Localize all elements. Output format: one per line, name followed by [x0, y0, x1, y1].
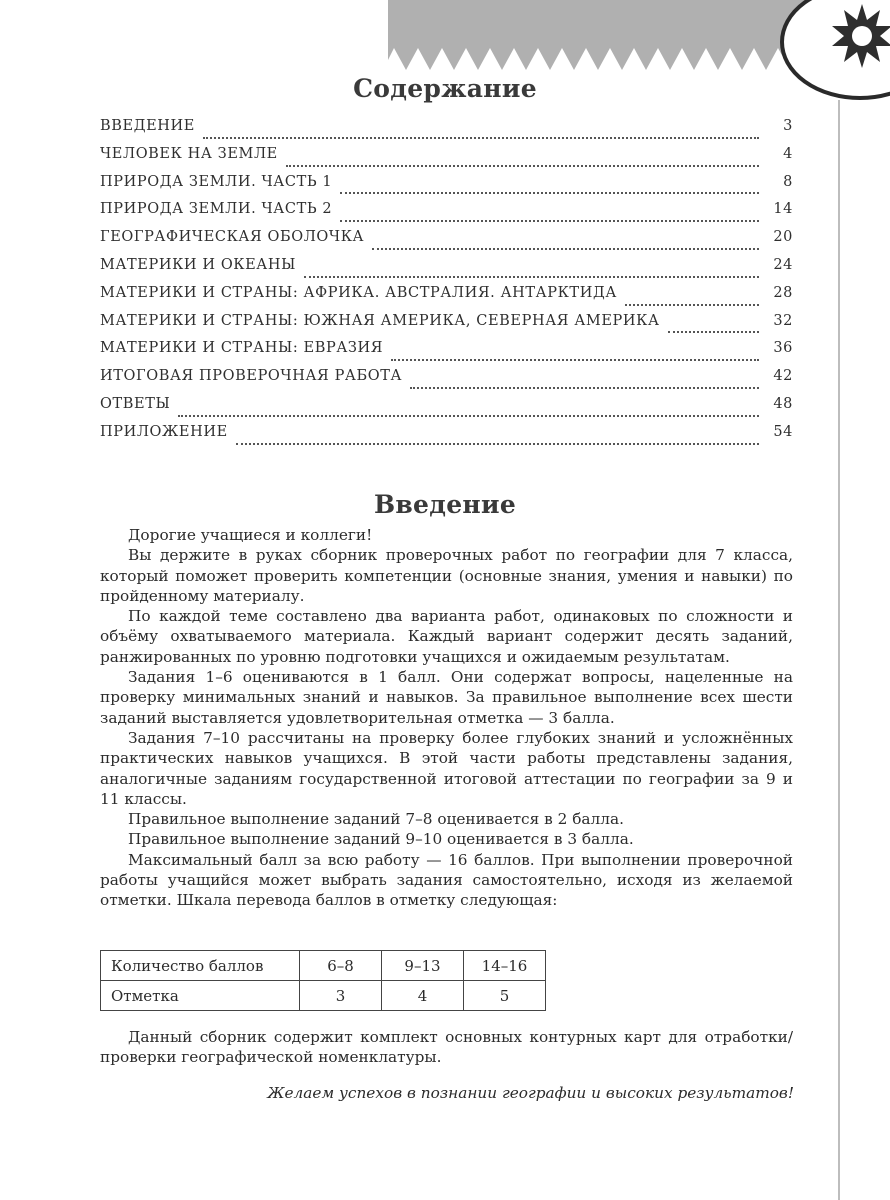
dot-leader: [286, 163, 759, 167]
toc-entry-page: 28: [773, 284, 793, 301]
dot-leader: [391, 357, 759, 361]
toc-entry-label: ИТОГОВАЯ ПРОВЕРОЧНАЯ РАБОТА: [100, 368, 403, 385]
intro-paragraph: Правильное выполнение заданий 7–8 оценивается в 2 балла.: [128, 810, 624, 829]
table-cell: 9–13: [382, 951, 464, 981]
table-cell: 5: [464, 981, 546, 1011]
toc-entry-page: 3: [783, 118, 793, 134]
toc-entry-page: 8: [783, 173, 793, 190]
star-center: [852, 26, 872, 46]
intro-paragraph: Вы держите в руках сборник проверочных работ по географии для 7 класса, который поможет проверить компетенции (основные знания, умения и навыки) по пройденному материалу.: [100, 546, 793, 605]
closing-wish: Желаем успехов в познании географии и высоких результатов!: [267, 1084, 794, 1102]
intro-paragraph: Максимальный балл за всю работу — 16 баллов. При выполнении проверочной работы учащийся может выбрать задания самостоятельно, исходя из желаемой отметки. Шкала перевода баллов в отметку следующая:: [100, 850, 793, 910]
dot-leader: [203, 135, 759, 139]
intro-paragraph: Задания 7–10 рассчитаны на проверку более глубоких знаний и усложнённых практических навыков учащихся. В этой части работы представлены задания, аналогичные заданиям государственной итоговой аттестации по географии за 9 и 11 классы.: [100, 728, 793, 808]
toc-entry-label: ПРИЛОЖЕНИЕ: [100, 423, 228, 440]
toc-entry-label: ПРИРОДА ЗЕМЛИ. ЧАСТЬ 1: [100, 173, 333, 190]
table-cell: 3: [300, 981, 382, 1011]
toc-entry-label: ГЕОГРАФИЧЕСКАЯ ОБОЛОЧКА: [100, 229, 365, 246]
toc-entry-page: 24: [773, 256, 793, 273]
toc-entry-page: 48: [773, 395, 793, 412]
toc-entry-label: МАТЕРИКИ И СТРАНЫ: ЮЖНАЯ АМЕРИКА, СЕВЕРНАЯ АМЕРИКА: [100, 312, 660, 329]
table-cell: 14–16: [464, 951, 546, 981]
toc-entry-label: МАТЕРИКИ И ОКЕАНЫ: [100, 256, 297, 273]
dot-leader: [304, 274, 759, 278]
toc-entry-label: МАТЕРИКИ И СТРАНЫ: АФРИКА. АВСТРАЛИЯ. АНТАРКТИДА: [100, 284, 617, 301]
toc-entry-page: 14: [773, 201, 793, 218]
toc-entry[interactable]: [100, 424, 793, 452]
toc-entry-page: 36: [773, 340, 793, 357]
toc-entry[interactable]: [100, 118, 793, 146]
toc-entry-page: 20: [773, 229, 793, 246]
table-cell: Отметка: [101, 981, 300, 1011]
toc-entry-label: МАТЕРИКИ И СТРАНЫ: ЕВРАЗИЯ: [100, 340, 384, 357]
toc-entry[interactable]: [100, 340, 793, 368]
toc-title: Содержание: [353, 74, 537, 103]
dot-leader: [668, 329, 759, 333]
intro-paragraph: По каждой теме составлено два варианта работ, одинаковых по сложности и объёму охватываемого материала. Каждый вариант содержит десять заданий, ранжированных по уровню подготовки учащихся и ожидаемым результатам.: [100, 607, 793, 666]
toc-entry[interactable]: [100, 368, 793, 396]
toc-entry[interactable]: [100, 313, 793, 341]
toc-entry[interactable]: [100, 257, 793, 285]
table-cell: Количество баллов: [101, 951, 300, 981]
toc-entry-page: 54: [773, 423, 793, 440]
table-cell: 6–8: [300, 951, 382, 981]
table-of-contents: [100, 118, 793, 452]
table-cell: 4: [382, 981, 464, 1011]
closing-text: [100, 1027, 793, 1068]
toc-entry-label: ЧЕЛОВЕК НА ЗЕМЛЕ: [100, 145, 278, 162]
toc-entry[interactable]: [100, 146, 793, 174]
score-conversion-table: [100, 950, 546, 1011]
dot-leader: [372, 246, 759, 250]
toc-entry-label: ОТВЕТЫ: [100, 395, 171, 412]
toc-entry-label: ПРИРОДА ЗЕМЛИ. ЧАСТЬ 2: [100, 201, 333, 218]
intro-paragraph: Задания 1–6 оцениваются в 1 балл. Они содержат вопросы, нацеленные на проверку минимальных знаний и навыков. За правильное выполнение всех шести заданий выставляется удовлетворительная отметка — 3 балла.: [100, 668, 793, 727]
intro-title: Введение: [373, 490, 517, 519]
table-row: [101, 981, 546, 1011]
page-edge-line: [838, 100, 840, 1200]
dot-leader: [178, 413, 759, 417]
intro-body: [100, 525, 793, 911]
toc-entry-label: ВВЕДЕНИЕ: [100, 118, 195, 134]
toc-entry-page: 42: [773, 368, 793, 385]
toc-entry[interactable]: [100, 201, 793, 229]
dot-leader: [340, 190, 759, 194]
dot-leader: [625, 302, 759, 306]
dot-leader: [236, 441, 759, 445]
dot-leader: [410, 385, 759, 389]
toc-entry-page: 4: [783, 145, 793, 162]
closing-paragraph: Данный сборник содержит комплект основных контурных карт для отработки/проверки географической номенклатуры.: [100, 1028, 793, 1067]
toc-entry[interactable]: [100, 285, 793, 313]
dot-leader: [340, 218, 759, 222]
toc-entry[interactable]: [100, 174, 793, 202]
toc-entry[interactable]: [100, 396, 793, 424]
table-row: [101, 951, 546, 981]
toc-entry-page: 32: [773, 312, 793, 329]
intro-paragraph: Дорогие учащиеся и коллеги!: [128, 526, 373, 544]
toc-entry[interactable]: [100, 229, 793, 257]
intro-paragraph: Правильное выполнение заданий 9–10 оценивается в 3 балла.: [128, 830, 634, 849]
